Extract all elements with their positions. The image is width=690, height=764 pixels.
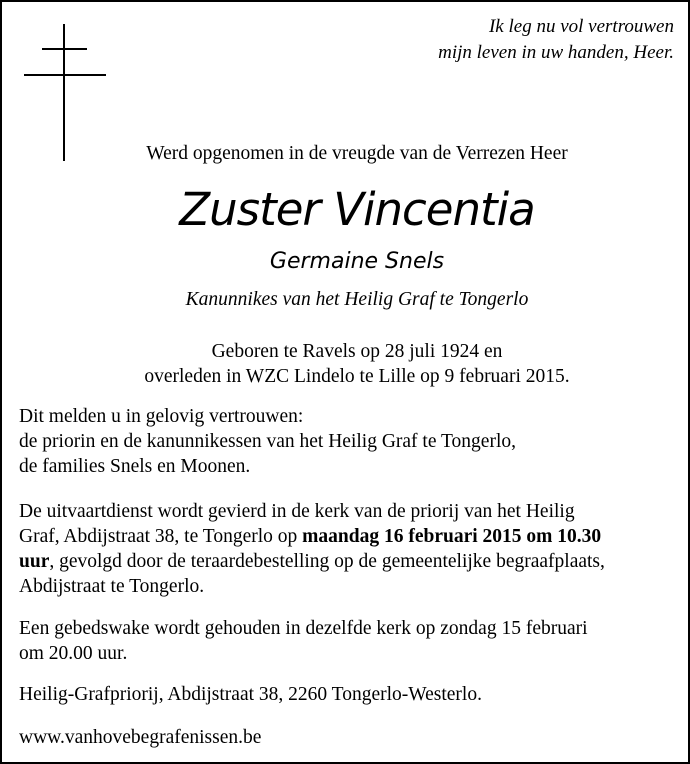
quote-line-2: mijn leven in uw handen, Heer. [438, 42, 674, 63]
funeral-line-1: De uitvaartdienst wordt gevierd in de kerk van de priorij van het Heilig [19, 501, 575, 522]
funeral-time-unit: uur [19, 551, 50, 572]
cross-upper-bar [42, 48, 87, 50]
priory-address: Heilig-Grafpriorij, Abdijstraat 38, 2260 Tongerlo-Westerlo. [19, 684, 482, 705]
funeral-paragraph [19, 499, 674, 599]
funeral-line-3 [19, 549, 674, 574]
funeral-line-2 [19, 524, 674, 549]
funeral-location-text: Graf, Abdijstraat 38, te Tongerlo op [19, 526, 303, 547]
birth-name: Germaine Snels [269, 249, 445, 274]
wake-paragraph [19, 616, 674, 666]
announcement-line-1: Dit melden u in gelovig vertrouwen: [19, 406, 304, 427]
religious-order: Kanunnikes van het Heilig Graf te Tongerlo [185, 289, 529, 310]
funeral-datetime: maandag 16 februari 2015 om 10.30 [302, 526, 602, 547]
wake-line-1: Een gebedswake wordt gehouden in dezelfde kerk op zondag 15 februari [19, 618, 588, 639]
announcement-line-2: de priorin en de kanunnikessen van het Heilig Graf te Tongerlo, [19, 431, 517, 452]
life-dates [2, 339, 688, 389]
cross-vertical-bar [63, 24, 65, 161]
intro-text: Werd opgenomen in de vreugde van de Verrezen Heer [146, 143, 568, 164]
announcement-line-3: de families Snels en Moonen. [19, 456, 251, 477]
cross-lower-bar [24, 74, 106, 76]
birth-line: Geboren te Ravels op 28 juli 1924 en [211, 341, 503, 362]
funeral-line-4: Abdijstraat te Tongerlo. [19, 576, 205, 597]
quote-line-1: Ik leg nu vol vertrouwen [488, 16, 674, 37]
funeral-burial-text: , gevolgd door de teraardebestelling op de gemeentelijke begraafplaats, [49, 551, 605, 572]
announcement-paragraph [19, 404, 674, 479]
wake-line-2: om 20.00 uur. [19, 643, 128, 664]
bible-quote [438, 14, 674, 66]
deceased-name: Zuster Vincentia [179, 183, 535, 236]
funeral-home-website: www.vanhovebegrafenissen.be [19, 727, 262, 748]
death-line: overleden in WZC Lindelo te Lille op 9 februari 2015. [144, 366, 570, 387]
